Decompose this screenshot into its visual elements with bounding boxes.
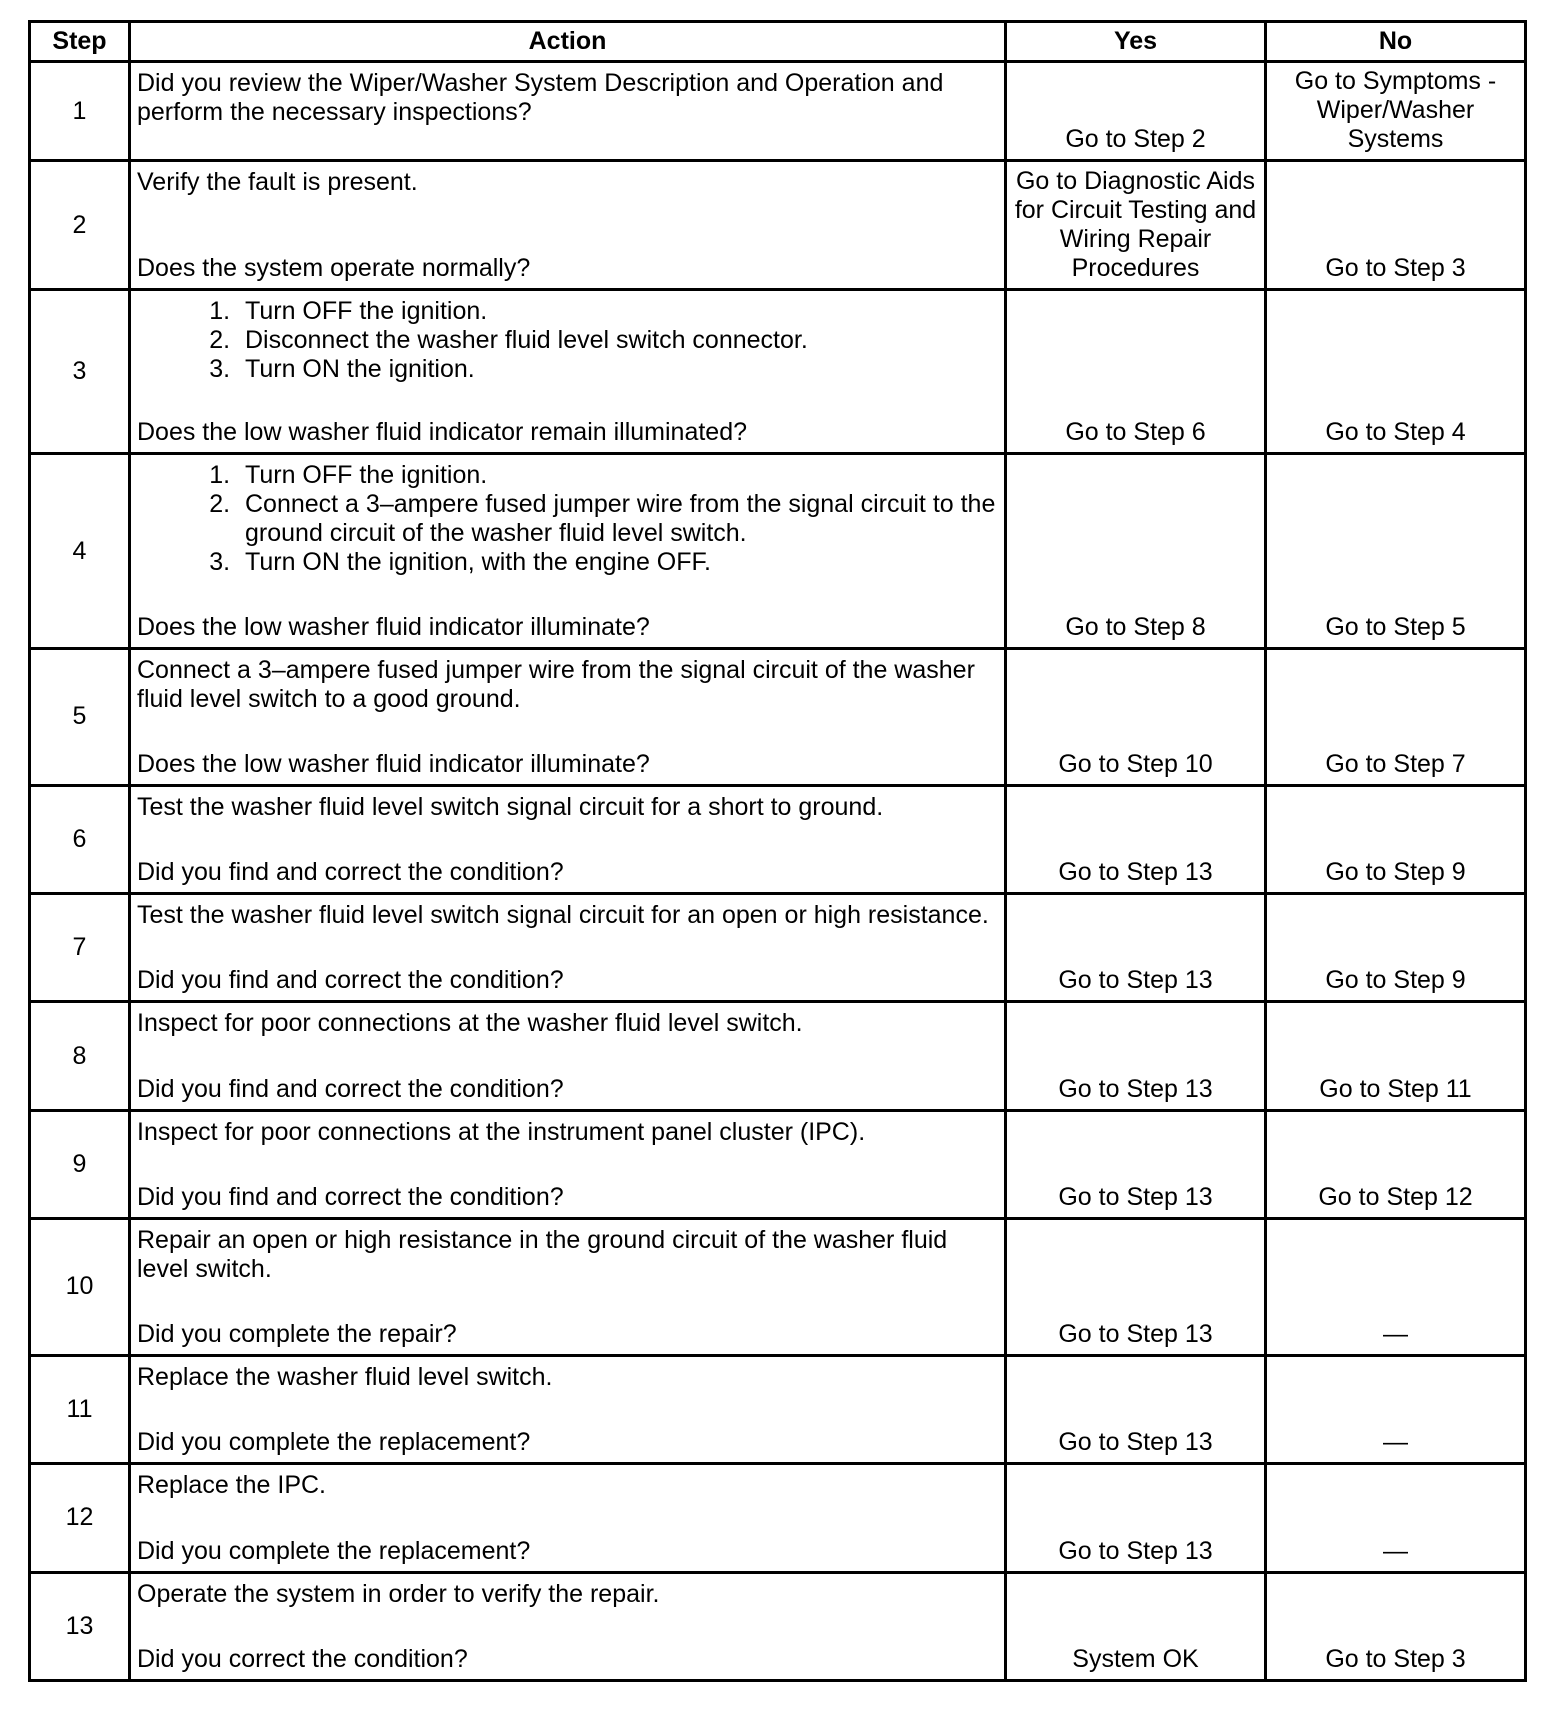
action-question: Did you find and correct the condition? bbox=[137, 1074, 564, 1103]
no-result: Go to Step 9 bbox=[1266, 785, 1526, 893]
action-question: Did you find and correct the condition? bbox=[137, 966, 564, 995]
table-row bbox=[30, 1572, 1526, 1681]
action-cell bbox=[130, 1219, 1006, 1356]
action-question: Does the low washer fluid indicator remain illuminated? bbox=[137, 418, 748, 447]
yes-result: Go to Step 13 bbox=[1006, 1002, 1266, 1110]
action-step-list bbox=[137, 461, 996, 577]
step-number: 12 bbox=[30, 1464, 130, 1572]
action-text: Connect a 3–ampere fused jumper wire from the signal circuit of the washer fluid level switch to a good ground. bbox=[137, 656, 975, 714]
table-row bbox=[30, 161, 1526, 289]
action-question: Did you find and correct the condition? bbox=[137, 1183, 564, 1212]
no-result: Go to Step 11 bbox=[1266, 1002, 1526, 1110]
table-body bbox=[30, 62, 1526, 1681]
yes-result: Go to Step 13 bbox=[1006, 1110, 1266, 1218]
table-row bbox=[30, 1110, 1526, 1218]
action-cell bbox=[130, 1355, 1006, 1463]
diagnostic-table bbox=[28, 20, 1527, 1682]
step-number: 7 bbox=[30, 894, 130, 1002]
header-row bbox=[30, 22, 1526, 62]
no-result: Go to Step 9 bbox=[1266, 894, 1526, 1002]
step-number: 13 bbox=[30, 1572, 130, 1681]
action-question: Did you complete the replacement? bbox=[137, 1428, 531, 1457]
yes-result: Go to Diagnostic Aids for Circuit Testing and Wiring Repair Procedures bbox=[1006, 161, 1266, 289]
header-no: No bbox=[1266, 22, 1526, 62]
table-row bbox=[30, 1002, 1526, 1110]
action-text: Inspect for poor connections at the washer fluid level switch. bbox=[137, 1009, 803, 1038]
action-step-item: 3. Turn ON the ignition, with the engine OFF. bbox=[237, 548, 996, 577]
step-number: 10 bbox=[30, 1219, 130, 1356]
action-text: Replace the washer fluid level switch. bbox=[137, 1362, 553, 1391]
step-number: 1 bbox=[30, 62, 130, 161]
step-number: 5 bbox=[30, 649, 130, 786]
action-question: Does the low washer fluid indicator illuminate? bbox=[137, 613, 650, 642]
action-cell bbox=[130, 454, 1006, 649]
header-yes: Yes bbox=[1006, 22, 1266, 62]
no-result: Go to Step 4 bbox=[1266, 289, 1526, 454]
no-result: — bbox=[1266, 1464, 1526, 1572]
action-cell bbox=[130, 1110, 1006, 1218]
no-result: Go to Step 7 bbox=[1266, 649, 1526, 786]
step-number: 2 bbox=[30, 161, 130, 289]
action-cell bbox=[130, 62, 1006, 161]
yes-result: Go to Step 10 bbox=[1006, 649, 1266, 786]
yes-result: Go to Step 13 bbox=[1006, 1464, 1266, 1572]
yes-result: Go to Step 6 bbox=[1006, 289, 1266, 454]
header-action: Action bbox=[130, 22, 1006, 62]
action-question: Did you find and correct the condition? bbox=[137, 858, 564, 887]
action-cell bbox=[130, 1002, 1006, 1110]
step-number: 11 bbox=[30, 1355, 130, 1463]
action-text: Operate the system in order to verify the repair. bbox=[137, 1579, 660, 1608]
yes-result: Go to Step 13 bbox=[1006, 1219, 1266, 1356]
action-text: Test the washer fluid level switch signal circuit for an open or high resistance. bbox=[137, 901, 989, 930]
action-step-list bbox=[137, 297, 996, 384]
yes-result: Go to Step 2 bbox=[1006, 62, 1266, 161]
step-number: 4 bbox=[30, 454, 130, 649]
step-number: 8 bbox=[30, 1002, 130, 1110]
action-text: Inspect for poor connections at the instrument panel cluster (IPC). bbox=[137, 1117, 866, 1146]
no-result: Go to Step 5 bbox=[1266, 454, 1526, 649]
action-text: Verify the fault is present. bbox=[137, 168, 418, 197]
action-question: Does the system operate normally? bbox=[137, 253, 531, 282]
step-number: 9 bbox=[30, 1110, 130, 1218]
table-row bbox=[30, 289, 1526, 454]
action-cell bbox=[130, 649, 1006, 786]
no-result: Go to Step 12 bbox=[1266, 1110, 1526, 1218]
action-step-item: 2. Connect a 3–ampere fused jumper wire from the signal circuit to the ground circuit of the washer fluid level switch. bbox=[237, 490, 996, 548]
action-question: Did you complete the repair? bbox=[137, 1319, 457, 1348]
action-cell bbox=[130, 289, 1006, 454]
action-text: Did you review the Wiper/Washer System Description and Operation and perform the necessary inspections? bbox=[137, 69, 944, 126]
action-question: Did you complete the replacement? bbox=[137, 1536, 531, 1565]
yes-result: System OK bbox=[1006, 1572, 1266, 1681]
action-step-item: 3. Turn ON the ignition. bbox=[237, 355, 996, 384]
action-step-item: 1. Turn OFF the ignition. bbox=[237, 461, 996, 490]
action-cell bbox=[130, 161, 1006, 289]
yes-result: Go to Step 13 bbox=[1006, 894, 1266, 1002]
no-result: Go to Step 3 bbox=[1266, 1572, 1526, 1681]
action-cell bbox=[130, 785, 1006, 893]
table-row bbox=[30, 1219, 1526, 1356]
step-number: 3 bbox=[30, 289, 130, 454]
table-row bbox=[30, 1464, 1526, 1572]
action-question: Does the low washer fluid indicator illuminate? bbox=[137, 749, 650, 778]
table-row bbox=[30, 649, 1526, 786]
table-row bbox=[30, 454, 1526, 649]
action-text: Test the washer fluid level switch signal circuit for a short to ground. bbox=[137, 792, 884, 821]
action-cell bbox=[130, 1572, 1006, 1681]
no-result: Go to Step 3 bbox=[1266, 161, 1526, 289]
yes-result: Go to Step 13 bbox=[1006, 1355, 1266, 1463]
table-row bbox=[30, 785, 1526, 893]
action-cell bbox=[130, 1464, 1006, 1572]
yes-result: Go to Step 13 bbox=[1006, 785, 1266, 893]
table-row bbox=[30, 894, 1526, 1002]
header-step: Step bbox=[30, 22, 130, 62]
action-step-item: 2. Disconnect the washer fluid level switch connector. bbox=[237, 326, 996, 355]
no-result: — bbox=[1266, 1219, 1526, 1356]
action-text: Replace the IPC. bbox=[137, 1471, 326, 1500]
no-result: — bbox=[1266, 1355, 1526, 1463]
action-cell bbox=[130, 894, 1006, 1002]
action-step-item: 1. Turn OFF the ignition. bbox=[237, 297, 996, 326]
action-question: Did you correct the condition? bbox=[137, 1645, 468, 1673]
table-row bbox=[30, 62, 1526, 161]
no-result: Go to Symptoms - Wiper/Washer Systems bbox=[1266, 62, 1526, 161]
yes-result: Go to Step 8 bbox=[1006, 454, 1266, 649]
table-row bbox=[30, 1355, 1526, 1463]
step-number: 6 bbox=[30, 785, 130, 893]
action-text: Repair an open or high resistance in the ground circuit of the washer fluid level switch. bbox=[137, 1226, 948, 1284]
